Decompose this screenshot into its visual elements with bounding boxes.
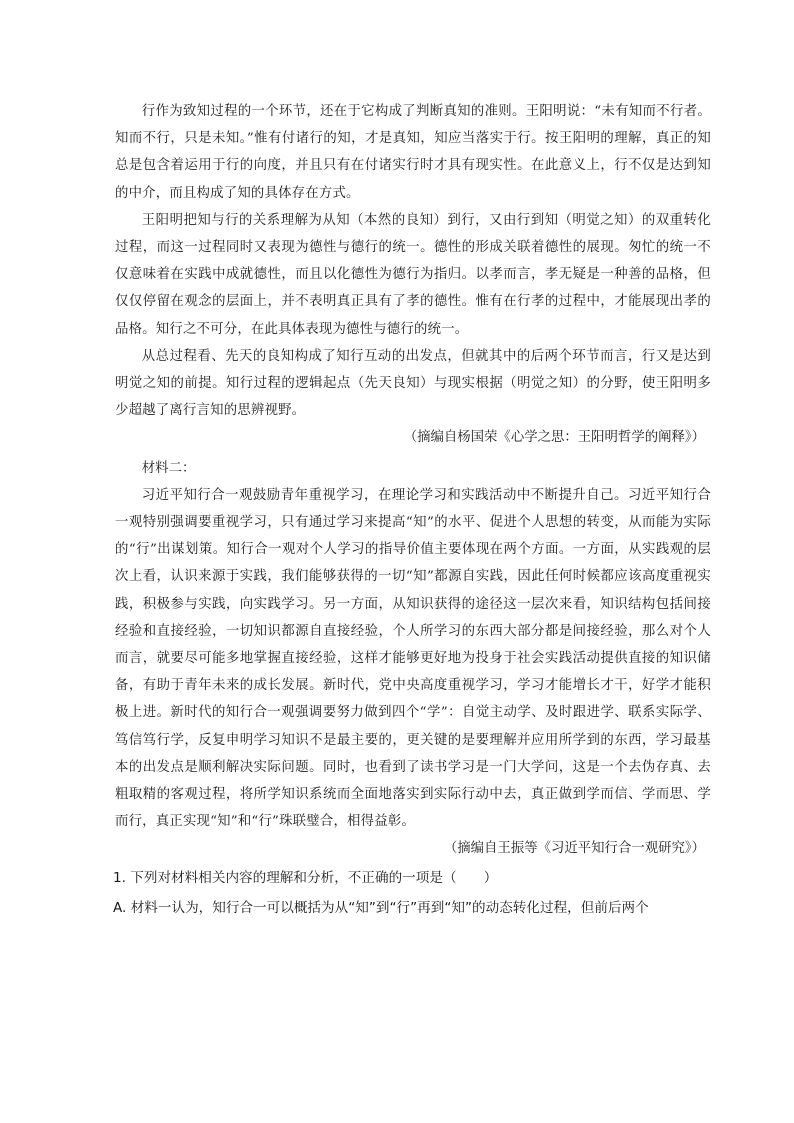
question-option-a: A. 材料一认为，知行合一可以概括为从“知”到“行”再到“知”的动态转化过程，但前后两个 bbox=[113, 899, 649, 916]
material1-paragraph-1: 行作为致知过程的一个环节，还在于它构成了判断真知的准则。王阳明说：“未有知而不行者。知而不行，只是未知。”惟有付诸行的知，才是真知，知应当落实于行。按王阳明的理解，真正的知总是包含着运用于行的向度，并且只有在付诸实行时才具有现实性。在此意义上，行不仅是达到知的中介，而且构成了知的具体存在方式。 bbox=[115, 104, 711, 201]
question-stem: 1. 下列对材料相关内容的理解和分析，不正确的一项是（ ） bbox=[113, 869, 498, 886]
document-page bbox=[115, 98, 711, 923]
material1-paragraph-3: 从总过程看、先天的良知构成了知行互动的出发点，但就其中的后两个环节而言，行又是达到明觉之知的前提。知行过程的逻辑起点（先天良知）与现实根据（明觉之知）的分野，使王阳明多少超越了离行言知的思辨视野。 bbox=[115, 348, 711, 419]
material2-label: 材料二： bbox=[141, 460, 196, 476]
material1-paragraph-2: 王阳明把知与行的关系理解为从知（本然的良知）到行，又由行到知（明觉之知）的双重转化过程，而这一过程同时又表现为德性与德行的统一。德性的形成关联着德性的展现。匆忙的统一不仅意味着在实践中成就德性，而且以化德性为德行为指归。以孝而言，孝无疑是一种善的品格，但仅仅停留在观念的层面上，并不表明真正具有了孝的德性。惟有在行孝的过程中，才能展现出孝的品格。知行之不可分，在此具体表现为德性与德行的统一。 bbox=[115, 212, 711, 337]
material2-paragraph: 习近平知行合一观鼓励青年重视学习，在理论学习和实践活动中不断提升自己。习近平知行合一观特别强调要重视学习，只有通过学习来提高“知”的水平、促进个人思想的转变，从而能为实际的“行”出谋划策。知行合一观对个人学习的指导价值主要体现在两个方面。一方面，从实践观的层次上看，认识来源于实践，我们能够获得的一切“知”都源自实践，因此任何时候都应该高度重视实践，积极参与实践，向实践学习。另一方面，从知识获得的途径这一层次来看，知识结构包括间接经验和直接经验，一切知识都源自直接经验，个人所学习的东西大部分都是间接经验，那么对个人而言，就要尽可能多地掌握直接经验，这样才能够更好地为投身于社会实践活动提供直接的知识储备，有助于青年未来的成长发展。新时代，党中央高度重视学习，学习才能增长才干，好学才能积极上进。新时代的知行合一观强调要努力做到四个“学”：自觉主动学、及时跟进学、联系实际学、笃信笃行学，反复申明学习知识不是最主要的，更关键的是要理解并应用所学到的东西，学习最基本的出发点是顺利解决实际问题。同时，也看到了读书学习是一门大学问，这是一个去伪存真、去粗取精的客观过程，将所学知识系统而全面地落实到实际行动中去，真正做到学而信、学而思、学而行，真正实现“知”和“行”珠联璧合，相得益彰。 bbox=[115, 487, 711, 830]
material2-source: （摘编自王振等《习近平知行合一观研究》） bbox=[443, 841, 705, 857]
material1-source: （摘编自杨国荣《心学之思：王阳明哲学的阐释》） bbox=[403, 430, 705, 446]
